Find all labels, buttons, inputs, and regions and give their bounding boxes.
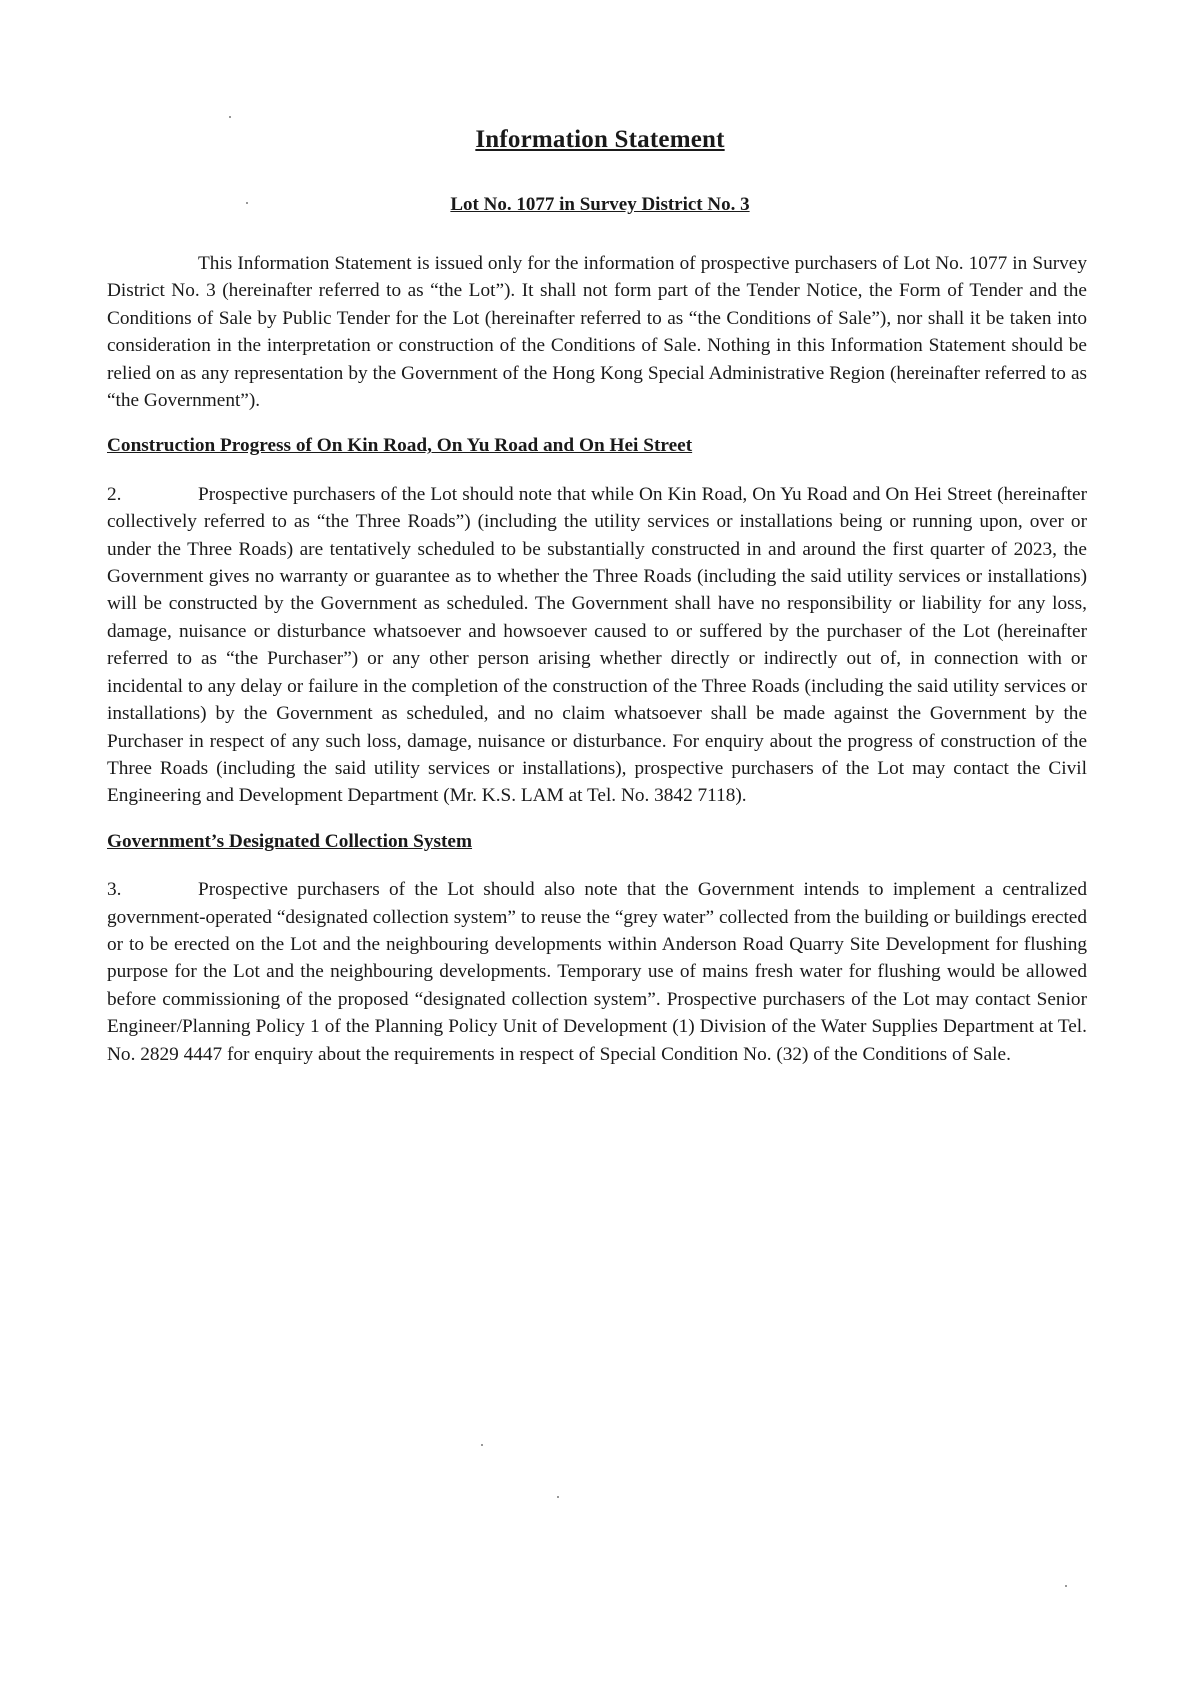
document-title: Information Statement bbox=[475, 126, 725, 153]
paragraph-number: 2. bbox=[107, 483, 122, 505]
document-subtitle: Lot No. 1077 in Survey District No. 3 bbox=[450, 194, 750, 215]
paragraph-text: Prospective purchasers of the Lot should note that while On Kin Road, On Yu Road and On Hei Street (hereinafter collectively referred to as “the Three Roads”) (including the utility services or installations being or running upon, over or under the Three Roads) are tentatively scheduled to be substantially constructed in and around the first quarter of 2023, the Government gives no warranty or guarantee as to whether the Three Roads (including the said utility services or installations) will be constructed by the Government as scheduled. The Government shall have no responsibility or liability for any loss, damage, nuisance or disturbance whatsoever and howsoever caused to or suffered by the purchaser of the Lot (hereinafter referred to as “the Purchaser”) or any other person arising whether directly or indirectly out of, in connection with or incidental to any delay or failure in the completion of the construction of the Three Roads (including the said utility services or installations) by the Government as scheduled, and no claim whatsoever shall be made against the Government by the Purchaser in respect of any such loss, damage, nuisance or disturbance. For enquiry about the progress of construction of the Three Roads (including the said utility services or installations), prospective purchasers of the Lot may contact the Civil Engineering and Development Department (Mr. K.S. LAM at Tel. No. 3842 7118). bbox=[107, 483, 1087, 807]
paragraph-text: Prospective purchasers of the Lot should also note that the Government intends to implement a centralized government-operated “designated collection system” to reuse the “grey water” collected from the building or buildings erected or to be erected on the Lot and the neighbouring developments within Anderson Road Quarry Site Development for flushing purpose for the Lot and the neighbouring developments. Temporary use of mains fresh water for flushing would be allowed before commissioning of the proposed “designated collection system”. Prospective purchasers of the Lot may contact Senior Engineer/Planning Policy 1 of the Planning Policy Unit of Development (1) Division of the Water Supplies Department at Tel. No. 2829 4447 for enquiry about the requirements in respect of Special Condition No. (32) of the Conditions of Sale. bbox=[107, 879, 1087, 1065]
scan-speck bbox=[1065, 1585, 1067, 1587]
intro-paragraph: This Information Statement is issued only for the information of prospective purchasers of Lot No. 1077 in Survey District No. 3 (hereinafter referred to as “the Lot”). It shall not form part of the Tender Notice, the Form of Tender and the Conditions of Sale by Public Tender for the Lot (hereinafter referred to as “the Conditions of Sale”), nor shall it be taken into consideration in the interpretation or construction of the Conditions of Sale. Nothing in this Information Statement should be relied on as any representation by the Government of the Hong Kong Special Administrative Region (hereinafter referred to as “the Government”). bbox=[107, 253, 1087, 412]
scan-speck bbox=[481, 1444, 483, 1446]
section-heading-designated-collection-system: Government’s Designated Collection System bbox=[107, 830, 473, 852]
section-paragraph-construction-progress bbox=[107, 481, 1087, 810]
document-body bbox=[107, 250, 1087, 1068]
scan-speck bbox=[229, 116, 231, 118]
scan-speck bbox=[557, 1496, 559, 1498]
section-heading-construction-progress: Construction Progress of On Kin Road, On Yu Road and On Hei Street bbox=[107, 435, 693, 457]
paragraph-number: 3. bbox=[107, 879, 122, 901]
section-paragraph-designated-collection-system bbox=[107, 876, 1087, 1068]
